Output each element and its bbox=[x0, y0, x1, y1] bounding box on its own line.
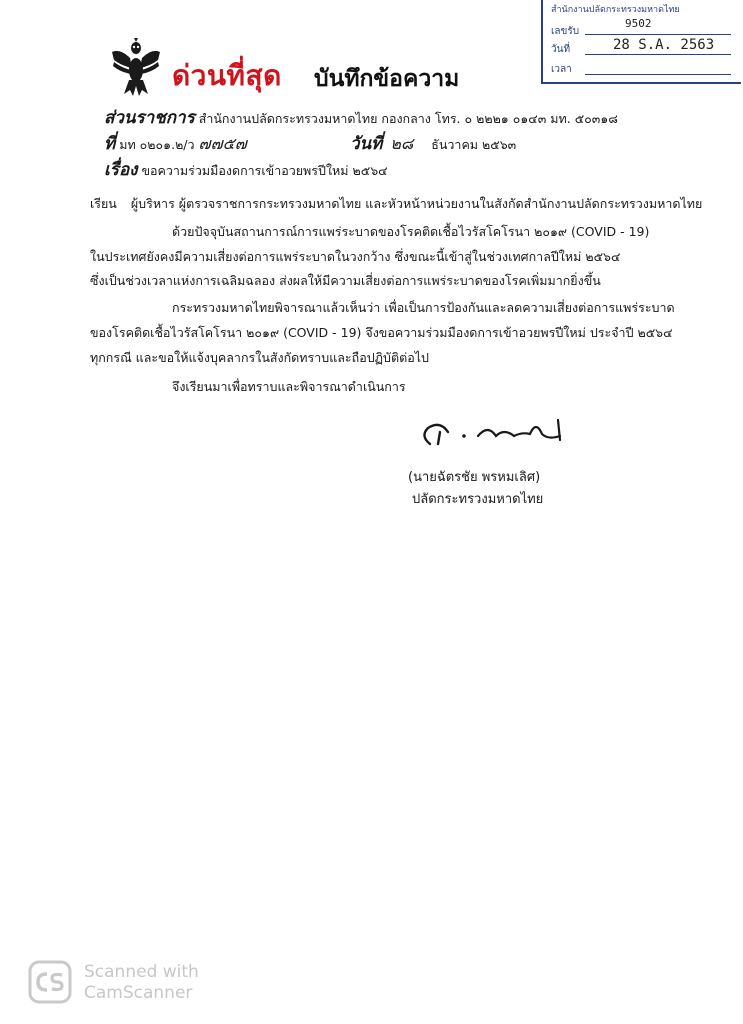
watermark-line-2: CamScanner bbox=[84, 983, 193, 1003]
paragraph-2-line-1: กระทรวงมหาดไทยพิจารณาแล้วเห็นว่า เพื่อเป็นการป้องกันและลดความเสี่ยงต่อการแพร่ระบาด bbox=[172, 300, 675, 315]
stamp-date-value: 28 S.A. 2563 bbox=[613, 37, 715, 53]
document-number-label: ที่ bbox=[104, 134, 116, 154]
camscanner-logo-icon bbox=[28, 960, 72, 1004]
receiving-stamp bbox=[541, 0, 741, 84]
stamp-agency: สำนักงานปลัดกระทรวงมหาดไทย bbox=[551, 5, 680, 15]
signatory-name: (นายฉัตรชัย พรหมเลิศ) bbox=[408, 470, 541, 485]
camscanner-watermark bbox=[84, 962, 199, 1004]
signatory-position: ปลัดกระทรวงมหาดไทย bbox=[412, 492, 544, 507]
subject-label: เรื่อง bbox=[104, 160, 138, 180]
document-number-line bbox=[104, 130, 247, 157]
salutation-label: เรียน bbox=[90, 196, 117, 211]
stamp-date-label: วันที่ bbox=[551, 44, 571, 55]
date-value: ธันวาคม ๒๕๖๓ bbox=[431, 137, 517, 152]
memo-title: บันทึกข้อความ bbox=[314, 66, 460, 92]
closing-line: จึงเรียนมาเพื่อทราบและพิจารณาดำเนินการ bbox=[172, 379, 406, 394]
document-number-value: มท ๐๒๐๑.๒/ว bbox=[119, 137, 195, 152]
subject-line bbox=[104, 156, 388, 183]
date-day-handwritten: ๒๘ bbox=[390, 134, 414, 153]
signature-scribble bbox=[418, 414, 578, 450]
garuda-emblem-icon bbox=[110, 38, 162, 98]
document-number-handwritten: ๗๗๕๗ bbox=[198, 134, 247, 153]
paragraph-2-line-3: ทุกกรณี และขอให้แจ้งบุคลากรในสังกัดทราบและถือปฏิบัติต่อไป bbox=[90, 350, 429, 365]
agency-label: ส่วนราชการ bbox=[104, 108, 195, 128]
subject-value: ขอความร่วมมืองดการเข้าอวยพรปีใหม่ ๒๕๖๔ bbox=[141, 163, 388, 178]
paragraph-1-line-2: ในประเทศยังคงมีความเสี่ยงต่อการแพร่ระบาดในวงกว้าง ซึ่งขณะนี้เข้าสู่ในช่วงเทศกาลปีใหม่ ๒๕๖๔ bbox=[90, 249, 621, 264]
agency-line bbox=[104, 104, 618, 131]
date-line bbox=[350, 130, 516, 157]
paragraph-2-line-2: ของโรคติดเชื้อไวรัสโคโรนา ๒๐๑๙ (COVID - 19) จึงขอความร่วมมืองดการเข้าอวยพรปีใหม่ ประจำปี ๒๕๖๔ bbox=[90, 325, 673, 340]
salutation-line bbox=[90, 194, 702, 214]
salutation-value: ผู้บริหาร ผู้ตรวจราชการกระทรวงมหาดไทย และหัวหน้าหน่วยงานในสังกัดสำนักงานปลัดกระทรวงมหาดไทย bbox=[130, 196, 703, 211]
stamp-receive-number: 9502 bbox=[625, 17, 652, 30]
stamp-time-label: เวลา bbox=[551, 64, 572, 75]
paragraph-1-line-1: ด้วยปัจจุบันสถานการณ์การแพร่ระบาดของโรคติดเชื้อไวรัสโคโรนา ๒๐๑๙ (COVID - 19) bbox=[172, 224, 650, 239]
urgency-label: ด่วนที่สุด bbox=[172, 59, 282, 92]
agency-value: สำนักงานปลัดกระทรวงมหาดไทย กองกลาง โทร. ๐ ๒๒๒๑ ๐๑๔๓ มท. ๕๐๓๑๘ bbox=[198, 111, 618, 126]
date-label: วันที่ bbox=[350, 134, 383, 154]
paragraph-1-line-3: ซึ่งเป็นช่วงเวลาแห่งการเฉลิมฉลอง ส่งผลให้มีความเสี่ยงต่อการแพร่ระบาดของโรคเพิ่มมากยิ่งขึ้น bbox=[90, 273, 601, 288]
stamp-receive-label: เลขรับ bbox=[551, 26, 580, 37]
watermark-line-1: Scanned with bbox=[84, 962, 199, 982]
